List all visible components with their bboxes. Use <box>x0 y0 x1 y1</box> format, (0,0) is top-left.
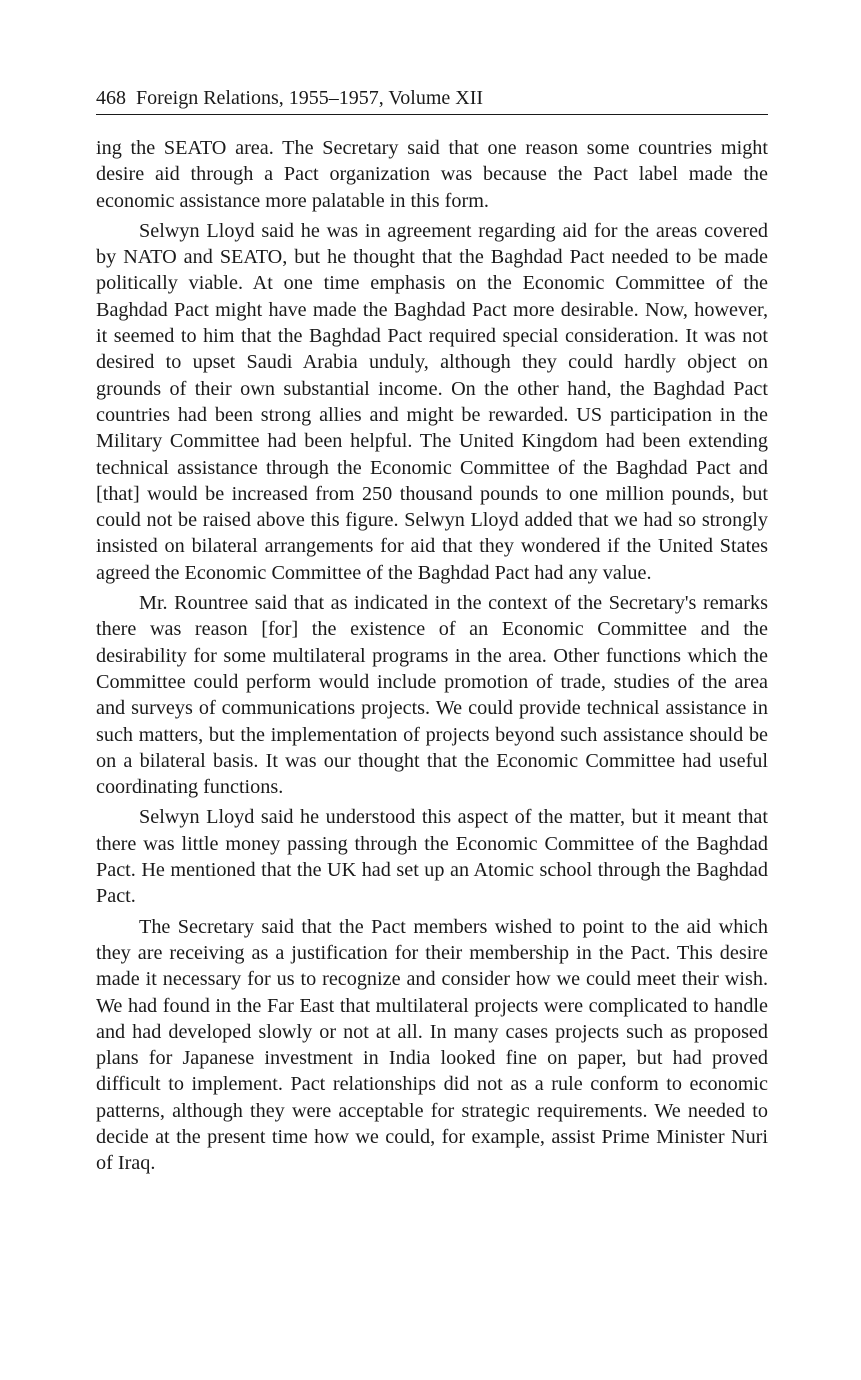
paragraph-1: ing the SEATO area. The Secretary said that one reason some countries might desire aid through a Pact organization was because the Pact label made the economic assistance more palatable in this form. <box>96 137 768 212</box>
document-page <box>96 84 768 1181</box>
running-title: Foreign Relations, 1955–1957, Volume XII <box>136 87 484 109</box>
running-head <box>96 84 768 115</box>
paragraph-5: The Secretary said that the Pact members wished to point to the aid which they are receiving as a justification for their membership in the Pact. This desire made it necessary for us to recognize and consider how we could meet their wish. We had found in the Far East that multilateral projects were complicated to handle and had developed slowly or not at all. In many cases projects such as proposed plans for Japanese investment in India looked fine on paper, but had proved difficult to implement. Pact relationships did not as a rule conform to economic patterns, although they were acceptable for strategic requirements. We needed to decide at the present time how we could, for example, assist Prime Minister Nuri of Iraq. <box>96 915 768 1175</box>
paragraph-4: Selwyn Lloyd said he understood this aspect of the matter, but it meant that there was little money passing through the Economic Committee of the Baghdad Pact. He mentioned that the UK had set up an Atomic school through the Baghdad Pact. <box>96 806 768 908</box>
paragraph-2: Selwyn Lloyd said he was in agreement regarding aid for the areas covered by NATO and SEATO, but he thought that the Baghdad Pact needed to be made politically viable. At one time emphasis on the Economic Committee of the Baghdad Pact might have made the Baghdad Pact more desirable. Now, however, it seemed to him that the Baghdad Pact required special consideration. It was not desired to upset Saudi Arabia unduly, although they could hardly object on grounds of their own substantial income. On the other hand, the Baghdad Pact countries had been strong allies and might be rewarded. US participation in the Military Committee had been helpful. The United Kingdom had been extending technical assistance through the Economic Committee of the Baghdad Pact and [that] would be increased from 250 thousand pounds to one million pounds, but could not be raised above this figure. Selwyn Lloyd added that we had so strongly insisted on bilateral arrangements for aid that they wondered if the United States agreed the Economic Committee of the Baghdad Pact had any value. <box>96 219 768 584</box>
page-number: 468 <box>96 87 126 109</box>
paragraph-3: Mr. Rountree said that as indicated in the context of the Secretary's remarks there was reason [for] the existence of an Economic Committee and the desirability for some multilateral programs in the area. Other functions which the Committee could perform would include promotion of trade, studies of the area and surveys of communications projects. We could provide technical assistance in such matters, but the implementation of projects beyond such assistance should be on a bilateral basis. It was our thought that the Economic Committee had useful coordinating functions. <box>96 592 768 799</box>
body-text <box>96 135 768 1177</box>
